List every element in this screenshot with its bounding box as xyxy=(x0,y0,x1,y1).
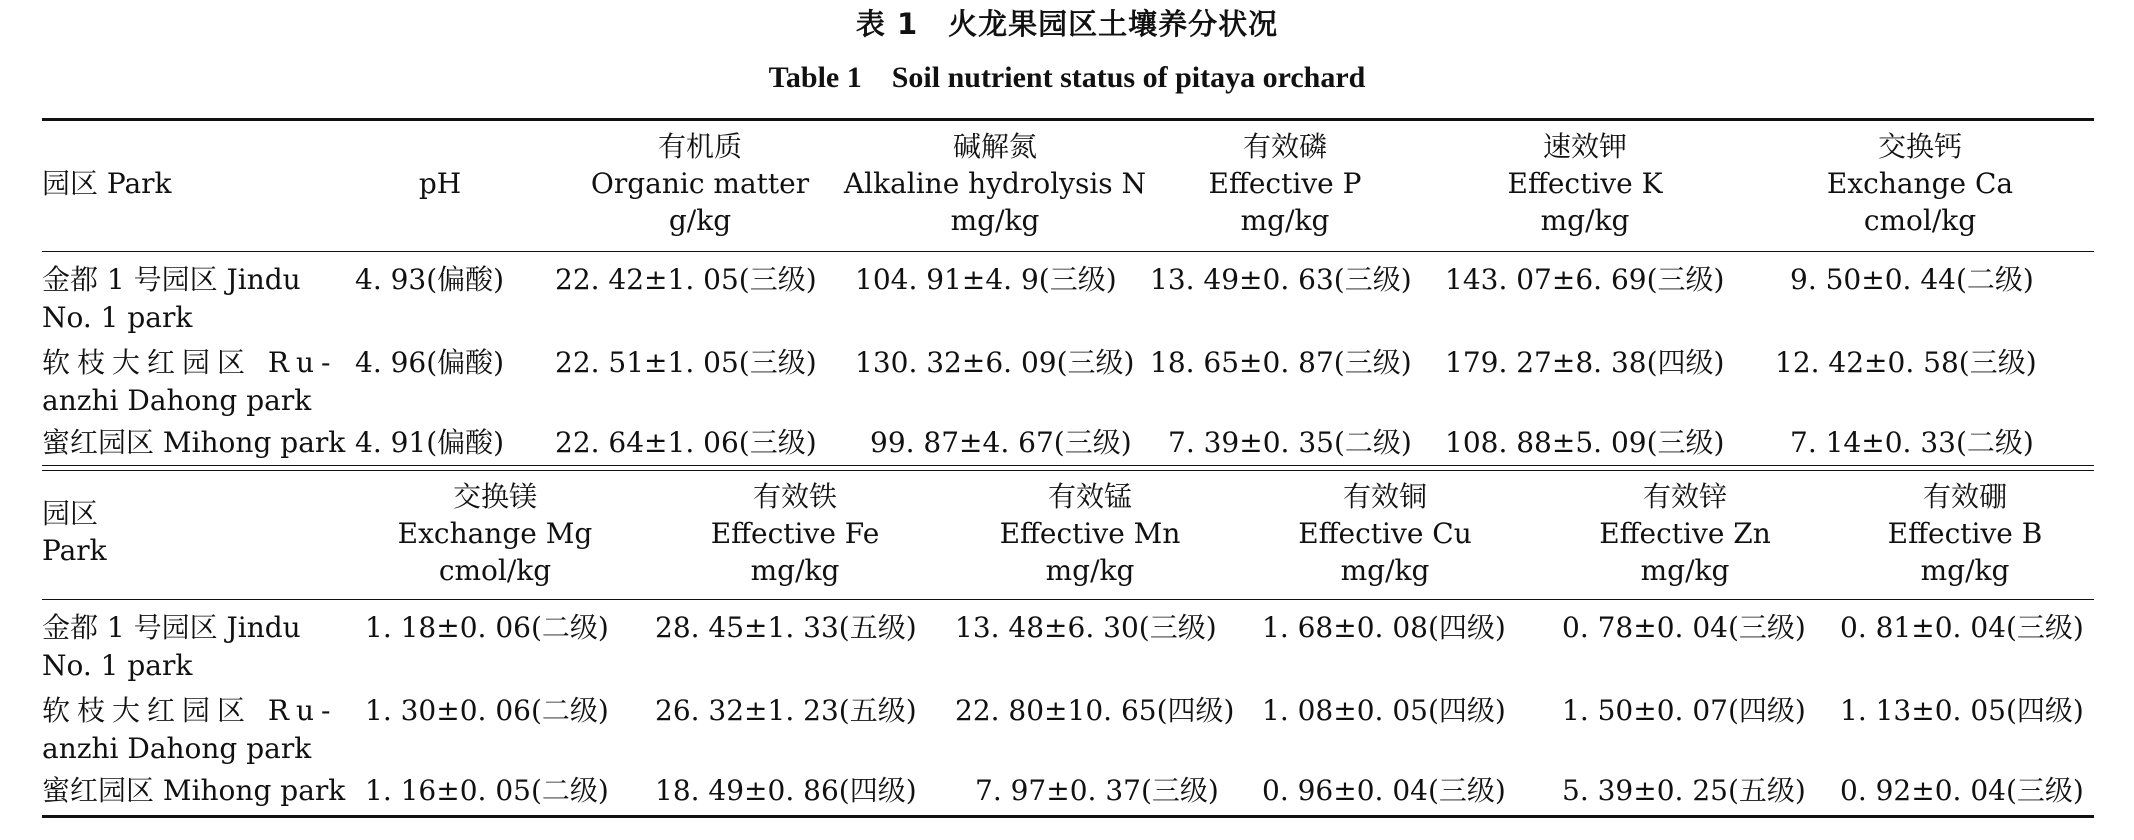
cell-exchange-ca: 7. 14±0. 33(二级) xyxy=(1790,426,2034,459)
row-park-name: 金都 1 号园区 Jindu xyxy=(42,263,301,296)
table1-header-rule xyxy=(42,251,2094,252)
table1-header-organic-matter xyxy=(570,128,830,239)
row-park-name: 蜜红园区 Mihong park xyxy=(42,426,346,459)
cell-effective-zn: 5. 39±0. 25(五级) xyxy=(1562,774,1806,807)
header-unit: mg/kg xyxy=(950,204,1040,237)
header-cn: 有效硼 xyxy=(1922,480,2007,513)
header-unit: mg/kg xyxy=(1920,554,2010,587)
table-title-cn: 表 1 火龙果园区土壤养分状况 xyxy=(855,7,1279,41)
table-row xyxy=(42,424,346,462)
header-cn: 速效钾 xyxy=(1542,130,1627,163)
header-cn: 有效铜 xyxy=(1342,480,1427,513)
header-cn: 有效锰 xyxy=(1047,480,1132,513)
table-bottom-rule xyxy=(42,815,2094,818)
row-park-name-cont: anzhi Dahong park xyxy=(42,384,312,417)
cell-ph: 4. 91(偏酸) xyxy=(355,426,505,459)
row-park-name-cont: No. 1 park xyxy=(42,649,193,682)
header-cn: 有效铁 xyxy=(752,480,837,513)
table1-header-alkaline-n xyxy=(835,128,1155,239)
cell-effective-fe: 26. 32±1. 23(五级) xyxy=(655,694,917,727)
header-cn: 有效磷 xyxy=(1242,130,1327,163)
row-park-name: 金都 1 号园区 Jindu xyxy=(42,611,301,644)
table1-top-rule xyxy=(42,118,2094,121)
header-cn: 交换镁 xyxy=(452,480,537,513)
header-cn: 交换钙 xyxy=(1877,130,1962,163)
header-unit: g/kg xyxy=(668,204,732,237)
cell-effective-cu: 1. 08±0. 05(四级) xyxy=(1262,694,1506,727)
header-en: pH xyxy=(418,167,462,200)
cell-ph: 4. 93(偏酸) xyxy=(355,263,505,296)
cell-alkaline-n: 99. 87±4. 67(三级) xyxy=(870,426,1132,459)
cell-effective-cu: 0. 96±0. 04(三级) xyxy=(1262,774,1506,807)
table1-header-effective-k xyxy=(1440,128,1730,239)
cell-effective-k: 143. 07±6. 69(三级) xyxy=(1445,263,1725,296)
cell-effective-cu: 1. 68±0. 08(四级) xyxy=(1262,611,1506,644)
table-title-en: Table 1 Soil nutrient status of pitaya orchard xyxy=(768,61,1366,94)
table2-header-effective-cu xyxy=(1270,478,1500,589)
table-divider-rule-lower xyxy=(42,470,2094,471)
cell-effective-mn: 13. 48±6. 30(三级) xyxy=(955,611,1217,644)
header-en: Effective P xyxy=(1208,167,1362,200)
header-en: Exchange Ca xyxy=(1826,167,2014,200)
header-en: Effective B xyxy=(1887,517,2043,550)
cell-exchange-mg: 1. 30±0. 06(二级) xyxy=(365,694,609,727)
cell-alkaline-n: 130. 32±6. 09(三级) xyxy=(855,346,1135,379)
header-unit: mg/kg xyxy=(1240,204,1330,237)
header-en: Organic matter xyxy=(590,167,810,200)
cell-effective-k: 179. 27±8. 38(四级) xyxy=(1445,346,1725,379)
cell-organic-matter: 22. 42±1. 05(三级) xyxy=(555,263,817,296)
cell-effective-b: 1. 13±0. 05(四级) xyxy=(1840,694,2084,727)
row-park-name: 软枝大红园区 Ru- xyxy=(42,346,338,379)
cell-exchange-ca: 12. 42±0. 58(三级) xyxy=(1775,346,2037,379)
header-en: Exchange Mg xyxy=(397,517,593,550)
cell-exchange-mg: 1. 18±0. 06(二级) xyxy=(365,611,609,644)
cell-effective-p: 7. 39±0. 35(二级) xyxy=(1168,426,1412,459)
header-en: Alkaline hydrolysis N xyxy=(843,167,1147,200)
header-en: Effective K xyxy=(1507,167,1663,200)
table-row xyxy=(42,344,342,420)
header-en: Effective Mn xyxy=(999,517,1181,550)
header-unit: cmol/kg xyxy=(438,554,552,587)
cell-effective-fe: 18. 49±0. 86(四级) xyxy=(655,774,917,807)
cell-effective-k: 108. 88±5. 09(三级) xyxy=(1445,426,1725,459)
cell-effective-mn: 22. 80±10. 65(四级) xyxy=(955,694,1235,727)
table1-header-exchange-ca xyxy=(1790,128,2050,239)
table2-header-effective-mn xyxy=(970,478,1210,589)
cell-effective-mn: 7. 97±0. 37(三级) xyxy=(975,774,1219,807)
cell-effective-b: 0. 92±0. 04(三级) xyxy=(1840,774,2084,807)
cell-effective-fe: 28. 45±1. 33(五级) xyxy=(655,611,917,644)
table2-header-rule xyxy=(42,599,2094,600)
header-cn: 有效锌 xyxy=(1642,480,1727,513)
table1-header-effective-p xyxy=(1160,128,1410,239)
cell-exchange-mg: 1. 16±0. 05(二级) xyxy=(365,774,609,807)
table2-header-exchange-mg xyxy=(380,478,610,589)
header-en: Effective Fe xyxy=(710,517,880,550)
table-row xyxy=(42,692,342,768)
cell-effective-p: 18. 65±0. 87(三级) xyxy=(1150,346,1412,379)
header-unit: mg/kg xyxy=(1640,554,1730,587)
table1-header-ph xyxy=(375,165,505,202)
cell-effective-b: 0. 81±0. 04(三级) xyxy=(1840,611,2084,644)
table-divider-rule-upper xyxy=(42,465,2094,466)
row-park-name-cont: anzhi Dahong park xyxy=(42,732,312,765)
header-unit: mg/kg xyxy=(1340,554,1430,587)
table2-header-effective-zn xyxy=(1570,478,1800,589)
table2-header-effective-fe xyxy=(680,478,910,589)
table2-park-header xyxy=(42,495,107,569)
table1-park-header: 园区 Park xyxy=(42,167,172,200)
header-en: Effective Cu xyxy=(1298,517,1472,550)
row-park-name: 软枝大红园区 Ru- xyxy=(42,694,338,727)
cell-ph: 4. 96(偏酸) xyxy=(355,346,505,379)
cell-alkaline-n: 104. 91±4. 9(三级) xyxy=(855,263,1117,296)
header-unit: mg/kg xyxy=(1045,554,1135,587)
cell-effective-zn: 1. 50±0. 07(四级) xyxy=(1562,694,1806,727)
row-park-name-cont: No. 1 park xyxy=(42,301,193,334)
table-row xyxy=(42,609,342,685)
cell-organic-matter: 22. 51±1. 05(三级) xyxy=(555,346,817,379)
cell-effective-zn: 0. 78±0. 04(三级) xyxy=(1562,611,1806,644)
header-en: Effective Zn xyxy=(1599,517,1771,550)
cell-exchange-ca: 9. 50±0. 44(二级) xyxy=(1790,263,2034,296)
header-cn: 碱解氮 xyxy=(952,130,1037,163)
header-cn: 有机质 xyxy=(657,130,742,163)
cell-organic-matter: 22. 64±1. 06(三级) xyxy=(555,426,817,459)
table2-header-effective-b xyxy=(1855,478,2075,589)
cell-effective-p: 13. 49±0. 63(三级) xyxy=(1150,263,1412,296)
table-row xyxy=(42,261,342,337)
header-unit: mg/kg xyxy=(750,554,840,587)
header-unit: cmol/kg xyxy=(1863,204,1977,237)
header-unit: mg/kg xyxy=(1540,204,1630,237)
header-cn: 园区 xyxy=(42,497,99,530)
row-park-name: 蜜红园区 Mihong park xyxy=(42,774,346,807)
table-row xyxy=(42,772,346,810)
header-en: Park xyxy=(42,534,107,567)
